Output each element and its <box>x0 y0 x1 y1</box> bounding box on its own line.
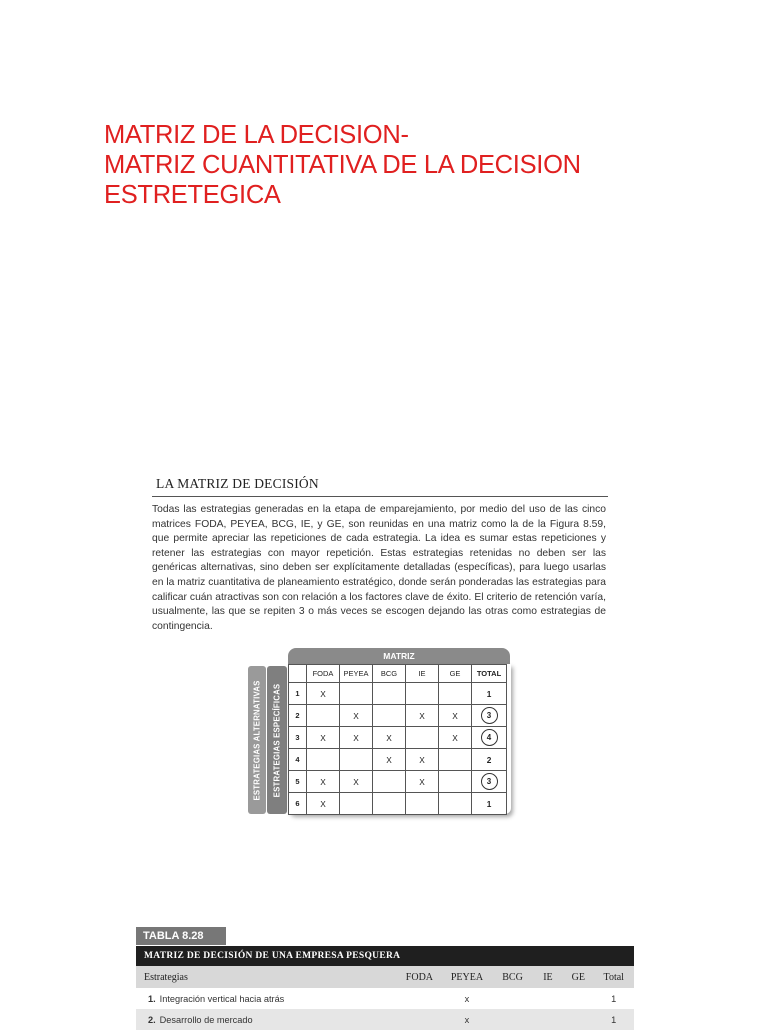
table-header-total: Total <box>593 966 634 988</box>
matrix-cell <box>307 749 340 771</box>
matrix-row-number: 4 <box>289 749 307 771</box>
matrix-row-number: 6 <box>289 793 307 815</box>
decision-table <box>136 966 634 1030</box>
matrix-cell <box>439 683 472 705</box>
table-row <box>136 988 634 1009</box>
circled-total: 3 <box>481 707 498 724</box>
matrix-cell: X <box>307 793 340 815</box>
matrix-cell <box>307 705 340 727</box>
matrix-cell <box>439 793 472 815</box>
table-cell <box>533 1009 563 1030</box>
matrix-cell <box>406 683 439 705</box>
matrix-col-total: TOTAL <box>472 665 507 683</box>
matrix-corner-cell <box>289 665 307 683</box>
table-header-bcg: BCG <box>492 966 532 988</box>
table-title: MATRIZ DE DECISIÓN DE UNA EMPRESA PESQUERA <box>136 946 634 966</box>
matrix-cell: X <box>340 705 373 727</box>
table-cell: x <box>464 993 470 1004</box>
matrix-row <box>289 683 507 705</box>
matrix-row-number: 1 <box>289 683 307 705</box>
table-row <box>136 1009 634 1030</box>
matrix-cell <box>439 771 472 793</box>
matrix-col-ge: GE <box>439 665 472 683</box>
matrix-cell <box>340 683 373 705</box>
side-label-especificas <box>267 666 287 814</box>
table-header-foda: FODA <box>397 966 442 988</box>
matrix-row-total: 1 <box>472 683 507 705</box>
matrix-col-foda: FODA <box>307 665 340 683</box>
matrix-cell <box>406 727 439 749</box>
matrix-row-total: 2 <box>472 749 507 771</box>
table-header-ge: GE <box>563 966 593 988</box>
matrix-row-number: 3 <box>289 727 307 749</box>
side-label-alternativas <box>248 666 266 814</box>
table-cell <box>397 1009 442 1030</box>
matrix-cell <box>340 749 373 771</box>
matrix-row <box>289 771 507 793</box>
matrix-cell <box>340 793 373 815</box>
side-label-alternativas-text: ESTRATEGIAS ALTERNATIVAS <box>252 679 262 801</box>
slide-title <box>104 120 744 210</box>
decision-table-header-row <box>136 966 634 988</box>
matrix-column-header-row <box>289 665 507 683</box>
matrix-row-total <box>472 705 507 727</box>
slide-title-line-2: MATRIZ CUANTITATIVA DE LA DECISION <box>104 151 581 179</box>
table-cell: x <box>442 1009 493 1030</box>
table-strategy-number: 1. <box>148 993 156 1004</box>
matrix-cell: X <box>406 749 439 771</box>
table-cell <box>563 988 593 1009</box>
matrix-cell: X <box>406 771 439 793</box>
slide-title-line-1: MATRIZ DE LA DECISION- <box>104 121 409 149</box>
matrix-col-bcg: BCG <box>373 665 406 683</box>
table-cell <box>563 1009 593 1030</box>
matrix-cell: X <box>373 749 406 771</box>
table-header-peyea: PEYEA <box>442 966 493 988</box>
table-total-cell: 1 <box>611 993 617 1004</box>
matrix-row-total <box>472 727 507 749</box>
matrix-cell: X <box>307 771 340 793</box>
matrix-cell <box>373 683 406 705</box>
matrix-row-number: 2 <box>289 705 307 727</box>
table-cell <box>492 1009 532 1030</box>
table-header-estrategias: Estrategias <box>136 966 397 988</box>
slide-title-line-3: ESTRETEGICA <box>104 181 281 209</box>
circled-total: 4 <box>481 729 498 746</box>
table-cell <box>397 988 442 1009</box>
table-cell <box>533 988 563 1009</box>
table-strategy-cell <box>136 1009 397 1030</box>
matrix-cell <box>439 749 472 771</box>
matrix-row <box>289 793 507 815</box>
matrix-row-number: 5 <box>289 771 307 793</box>
table-strategy-name: Desarrollo de mercado <box>159 1014 253 1025</box>
matrix-header: MATRIZ <box>288 648 510 664</box>
matrix-cell: X <box>307 683 340 705</box>
table-strategy-cell <box>136 988 397 1009</box>
matrix-cell: X <box>406 705 439 727</box>
table-label: TABLA 8.28 <box>136 927 226 945</box>
heading-divider <box>152 496 608 497</box>
table-cell <box>492 988 532 1009</box>
matrix-cell: X <box>373 727 406 749</box>
matrix-cell <box>373 771 406 793</box>
matrix-row <box>289 749 507 771</box>
matrix-cell: X <box>340 727 373 749</box>
side-label-especificas-text: ESTRATEGIAS ESPECÍFICAS <box>272 683 282 797</box>
matrix-col-peyea: PEYEA <box>340 665 373 683</box>
circled-total: 3 <box>481 773 498 790</box>
matrix-cell: X <box>439 705 472 727</box>
matrix-cell <box>406 793 439 815</box>
matrix-row <box>289 705 507 727</box>
matrix-cell: X <box>439 727 472 749</box>
matrix-row <box>289 727 507 749</box>
decision-matrix-figure <box>248 648 510 816</box>
body-paragraph: Todas las estrategias generadas en la etapa de emparejamiento, por medio del uso de las cinco matrices FODA, PEYEA, BCG, IE, y GE, son reunidas en una matriz como la de la Figura 8.59, que permite apreciar las repeticiones de cada estrategia. La idea es sumar estas repeticiones y retener las estrategias con mayor repetición. Estas estrategias retenidas no deben ser las genéricas alternativas, sino deben ser explícitamente detalladas (específicas), para luego usarlas en la matriz cuantitativa de planeamiento estratégico, donde serán ponderadas las estrategias para calificar cuán atractivas son con relación a los factores clave de éxito. El criterio de retención varía, usualmente, las que se repiten 3 o más veces se escogen dejando las otras como estrategias de contingencia. <box>152 504 606 632</box>
matrix-row-total: 1 <box>472 793 507 815</box>
table-total-cell: 1 <box>593 1009 634 1030</box>
matrix-col-ie: IE <box>406 665 439 683</box>
matrix-cell: X <box>340 771 373 793</box>
table-header-ie: IE <box>533 966 563 988</box>
table-strategy-name: Integración vertical hacia atrás <box>159 993 285 1004</box>
matrix-row-total <box>472 771 507 793</box>
matrix-grid <box>288 664 507 815</box>
matrix-cell <box>373 705 406 727</box>
matrix-cell <box>373 793 406 815</box>
matrix-cell: X <box>307 727 340 749</box>
table-strategy-number: 2. <box>148 1014 156 1025</box>
section-heading: LA MATRIZ DE DECISIÓN <box>156 476 319 491</box>
